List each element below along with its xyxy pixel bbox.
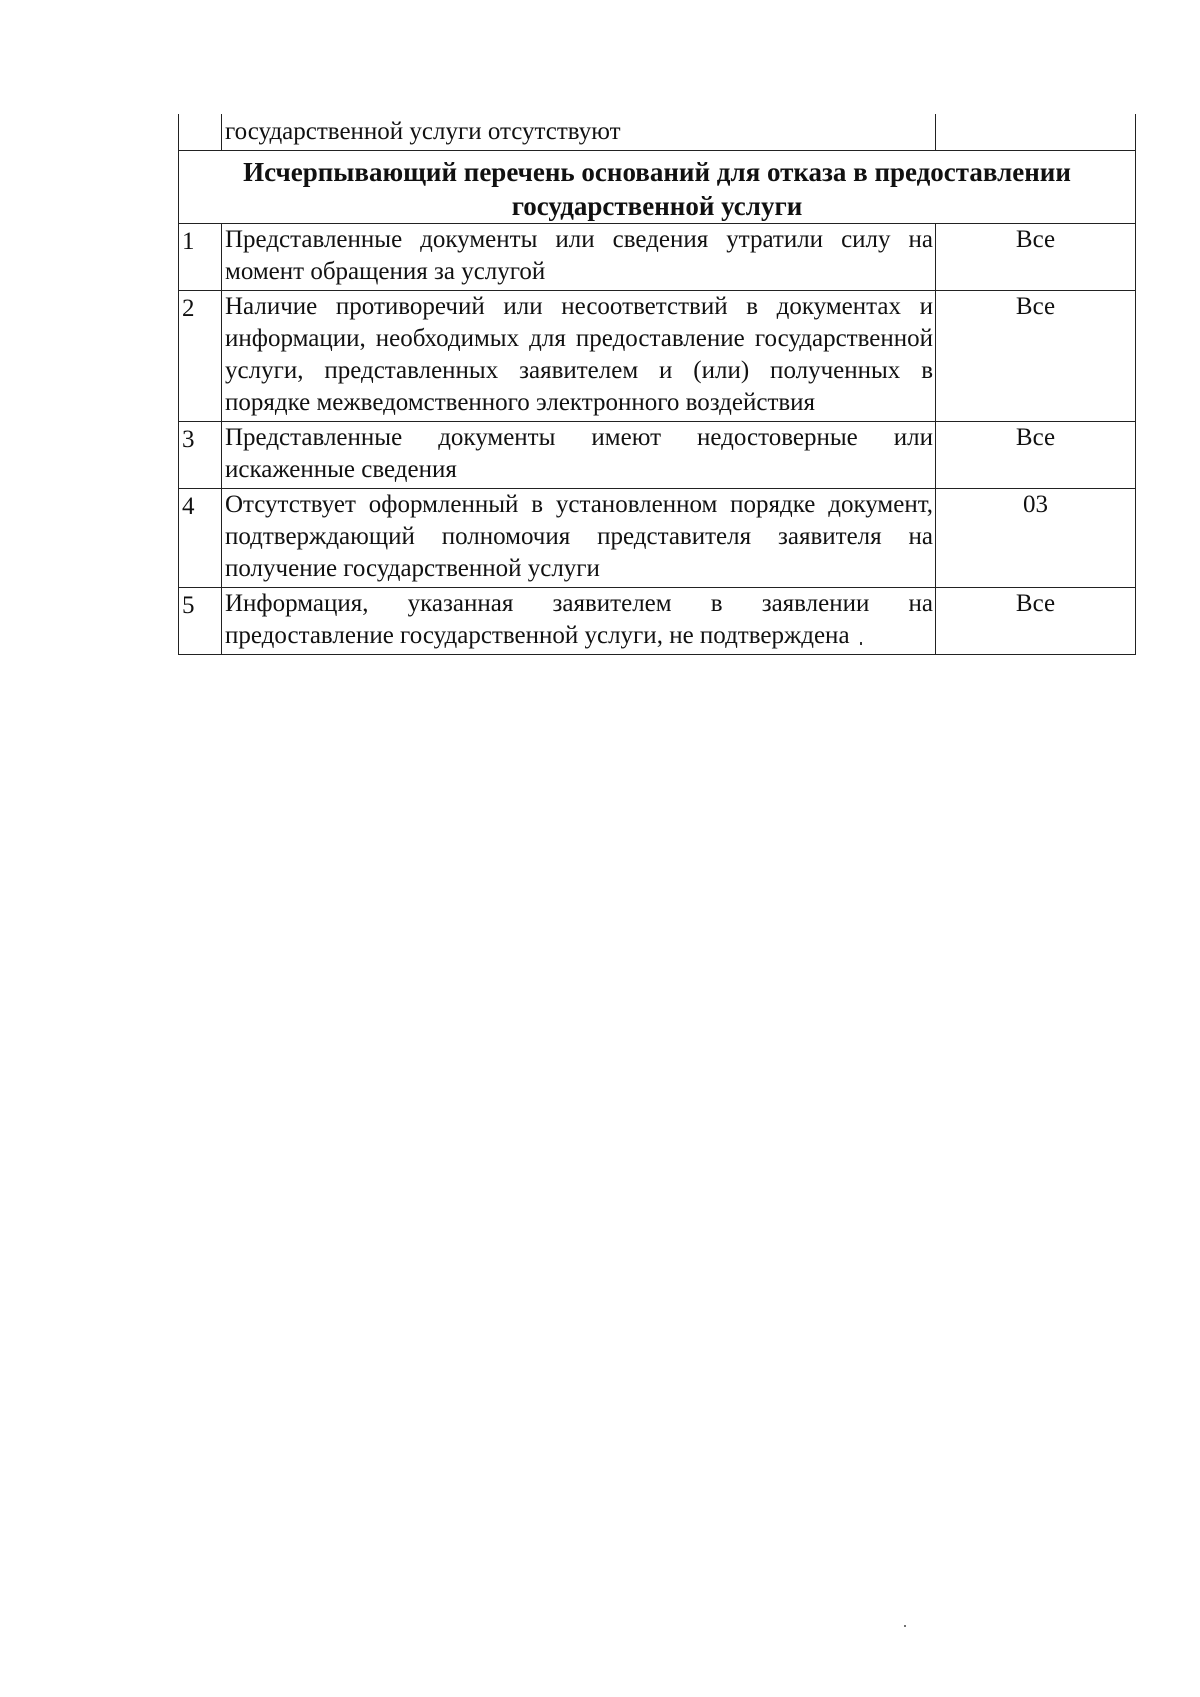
row-text-cell: Наличие противоречий или несоответствий в документах и информации, необходимых для предоставление государственной услуги, представленных заявителем и (или) полученных в порядке межведомственного электронного воздействия <box>222 291 936 422</box>
row-text-cell: государственной услуги отсутствуют <box>222 114 936 151</box>
row-applicants-cell: Все <box>936 588 1136 655</box>
row-text-cell: Представленные документы имеют недостоверные или искаженные сведения <box>222 422 936 489</box>
section-heading-row <box>179 151 1136 224</box>
row-applicants-cell <box>936 114 1136 151</box>
table-row <box>179 588 1136 655</box>
scan-artifact-dot <box>904 1625 906 1627</box>
row-number-cell: 2 <box>179 291 222 422</box>
row-applicants-cell: Все <box>936 422 1136 489</box>
row-text-cell: Отсутствует оформленный в установленном порядке документ, подтверждающий полномочия представителя заявителя на получение государственной услуги <box>222 489 936 588</box>
row-applicants-cell: 03 <box>936 489 1136 588</box>
row-number-cell: 4 <box>179 489 222 588</box>
section-heading: Исчерпывающий перечень оснований для отказа в предоставлении государственной услуги <box>179 151 1136 224</box>
row-applicants-cell: Все <box>936 291 1136 422</box>
row-number-cell: 3 <box>179 422 222 489</box>
table-row <box>179 291 1136 422</box>
row-number-cell: 1 <box>179 224 222 291</box>
row-text-cell: Представленные документы или сведения утратили силу на момент обращения за услугой <box>222 224 936 291</box>
table-row <box>179 422 1136 489</box>
table-row <box>179 489 1136 588</box>
table-row <box>179 224 1136 291</box>
table-row-continued <box>179 114 1136 151</box>
refusal-grounds-table <box>178 114 1136 655</box>
row-applicants-cell: Все <box>936 224 1136 291</box>
row-text-cell: Информация, указанная заявителем в заявлении на предоставление государственной услуги, не подтверждена <box>222 588 936 655</box>
row-number-cell: 5 <box>179 588 222 655</box>
row-number-cell <box>179 114 222 151</box>
scan-artifact-mark <box>860 642 862 645</box>
